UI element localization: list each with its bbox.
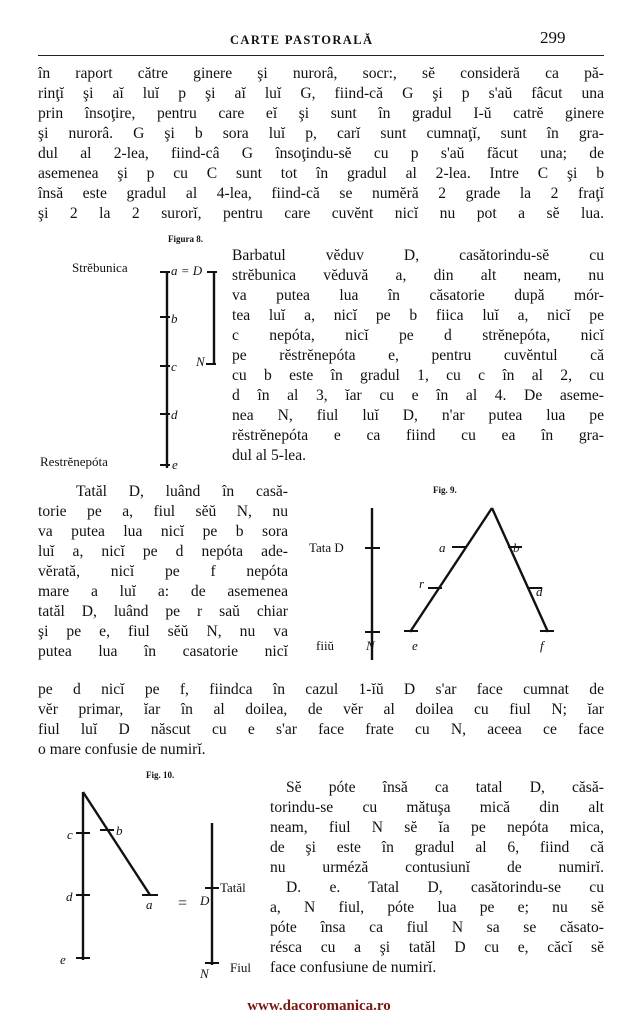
figure-caption: Fig. 10. bbox=[146, 770, 175, 780]
text-line: prin însoţire, pentru care eĭ şi sunt în gradul I-ŭ catrĕ ginere bbox=[38, 105, 604, 122]
text-line: de şi este în gradul al 6, fiind că bbox=[270, 839, 604, 856]
text-line: strĕbunica vĕduvă a, din alt neam, nu bbox=[232, 267, 604, 284]
diagram-label: d bbox=[66, 889, 73, 904]
text-line: póte însa ca fiul N sa se căsato- bbox=[270, 919, 604, 936]
text-line: şi 2 la 2 surorĭ, pentru care cuvĕnt nicĭ nu pot a sĕ lua. bbox=[38, 205, 604, 222]
text-line: a, N fiul, póte lua pe e; nu sĕ bbox=[270, 899, 604, 916]
diagram-label: d bbox=[536, 584, 543, 599]
diagram-label: Strĕbunica bbox=[72, 260, 128, 275]
text-line: tea luĭ a, nicĭ pe b fiica luĭ a, nicĭ pe bbox=[232, 307, 604, 324]
diagram-label: N bbox=[200, 966, 209, 981]
text-line: în raport către ginere şi nurorâ, socr:, sĕ consideră ca pă- bbox=[38, 65, 604, 82]
text-line: dul al 2-lea, fiind-câ G însoţindu-sĕ cu p s'aŭ făcut una; de bbox=[38, 145, 604, 162]
text-line: luĭ a, nicĭ pe d nepóta ade- bbox=[38, 543, 288, 560]
diagram-label: c bbox=[171, 359, 177, 374]
text-line: va putea lua nicĭ pe b sora bbox=[38, 523, 288, 540]
text-line: vĕr primar, ĭar în al doilea, de vĕr al doilea cu fiul N; ĭar bbox=[38, 701, 604, 718]
text-line: c nepóta, nicĭ pe d strĕnepóta, nicĭ bbox=[232, 327, 604, 344]
text-line: cu b este în gradul 1, cu c în al 2, cu bbox=[232, 367, 604, 384]
diagram-label: fiiŭ bbox=[316, 638, 335, 653]
diagram-label: e bbox=[172, 457, 178, 472]
text-line: tatăl D, luând pe r saŭ chiar bbox=[38, 603, 288, 620]
text-line: va putea lua în căsatorie după mór- bbox=[232, 287, 604, 304]
text-line: torie pe a, fiul sĕŭ N, nu bbox=[38, 503, 288, 520]
text-line: rĕstrĕnepóta e ca fiind cu ea în gra- bbox=[232, 427, 604, 444]
text-line: nu urméză contusiunĭ de numirĭ. bbox=[270, 859, 604, 876]
diagram-label: d bbox=[171, 407, 178, 422]
diagram-label: D bbox=[200, 893, 210, 908]
text-line: face confusiune de numirĭ. bbox=[270, 959, 437, 976]
text-line: rinţĭ şi aĭ luĭ p şi aĭ luĭ G, fiind-că G şi p s'aŭ fâcut una bbox=[38, 85, 604, 102]
figure-caption: Figura 8. bbox=[168, 234, 203, 244]
text-line: putea lua în casatorie nicĭ bbox=[38, 643, 288, 660]
diagram-label: b bbox=[116, 823, 123, 838]
diagram-label: N bbox=[366, 638, 375, 653]
text-line: neam, fiul N sĕ ĭa pe nepóta mica, bbox=[270, 819, 604, 836]
diagram-label: Fiul bbox=[230, 960, 251, 975]
diagram-label: e bbox=[60, 952, 66, 967]
text-line: şi pe e, fiul sĕŭ N, nu va bbox=[38, 623, 288, 640]
diagram-label: b bbox=[513, 540, 520, 555]
text-line: pe d nicĭ pe f, fiindca în cazul 1-ĭŭ D s'ar face cumnat de bbox=[38, 681, 604, 698]
text-line: résca cu a şi tatăl D cu e, căcĭ sĕ bbox=[270, 939, 604, 956]
page-number: 299 bbox=[540, 28, 566, 47]
diagram-label: N bbox=[196, 354, 205, 369]
text-line: Tatăl D, luând în casă- bbox=[76, 483, 288, 500]
diagram-label: Restrĕnepóta bbox=[40, 454, 108, 469]
text-line: Sĕ póte însă ca tatal D, căsă- bbox=[286, 779, 604, 796]
diagram-label: = bbox=[178, 895, 188, 912]
diagram-label: b bbox=[171, 311, 178, 326]
running-header: CARTE PASTORALĂ bbox=[230, 33, 374, 47]
text-line: pe rĕstrĕnepóta e, pentru cuvĕntul că bbox=[232, 347, 604, 364]
diagram-label: f bbox=[540, 638, 544, 653]
text-line: o mare confusie de numirĭ. bbox=[38, 741, 206, 758]
text-line: d în al 3, ĭar cu e în al 4. De aseme- bbox=[232, 387, 604, 404]
diagram-label: r bbox=[419, 576, 425, 591]
text-line: dul al 5-lea. bbox=[232, 447, 307, 464]
diagram-label: Tata D bbox=[309, 540, 344, 555]
text-line: şi nurorâ. G şi b sora luĭ p, carĭ sunt cumnaţĭ, sunt în gra- bbox=[38, 125, 604, 142]
diagram-label: a bbox=[439, 540, 446, 555]
diagram-label: e bbox=[412, 638, 418, 653]
text-line: D. e. Tatal D, casătorindu-se cu bbox=[286, 879, 604, 896]
watermark-link[interactable]: www.dacoromanica.ro bbox=[247, 998, 391, 1014]
diagram-label: a = D bbox=[171, 263, 203, 278]
diagram-label: Tatăl bbox=[220, 880, 246, 895]
text-line: nea N, fiul luĭ D, n'ar putea lua pe bbox=[232, 407, 604, 424]
text-line: fiul luĭ D născut cu e s'ar face frate cu N, aceea ce face bbox=[38, 721, 604, 738]
text-line: asemenea şi p cu C sunt tot în gradul al 2-lea. Intre C şi b bbox=[38, 165, 604, 182]
text-line: torindu-se cu mătuşa mică din alt bbox=[270, 799, 604, 816]
text-line: însă este gradul al 4-lea, fiind-că se numĕră 2 grade la 2 fraţĭ bbox=[38, 185, 604, 202]
text-line: vĕrată, nicĭ pe f nepóta bbox=[38, 563, 288, 580]
text-line: mare a luĭ a: de asemenea bbox=[38, 583, 288, 600]
diagram-label: a bbox=[146, 897, 153, 912]
figure-caption: Fig. 9. bbox=[433, 485, 457, 495]
text-line: Barbatul vĕduv D, casătorindu-sĕ cu bbox=[232, 247, 604, 264]
diagram-label: c bbox=[67, 827, 73, 842]
